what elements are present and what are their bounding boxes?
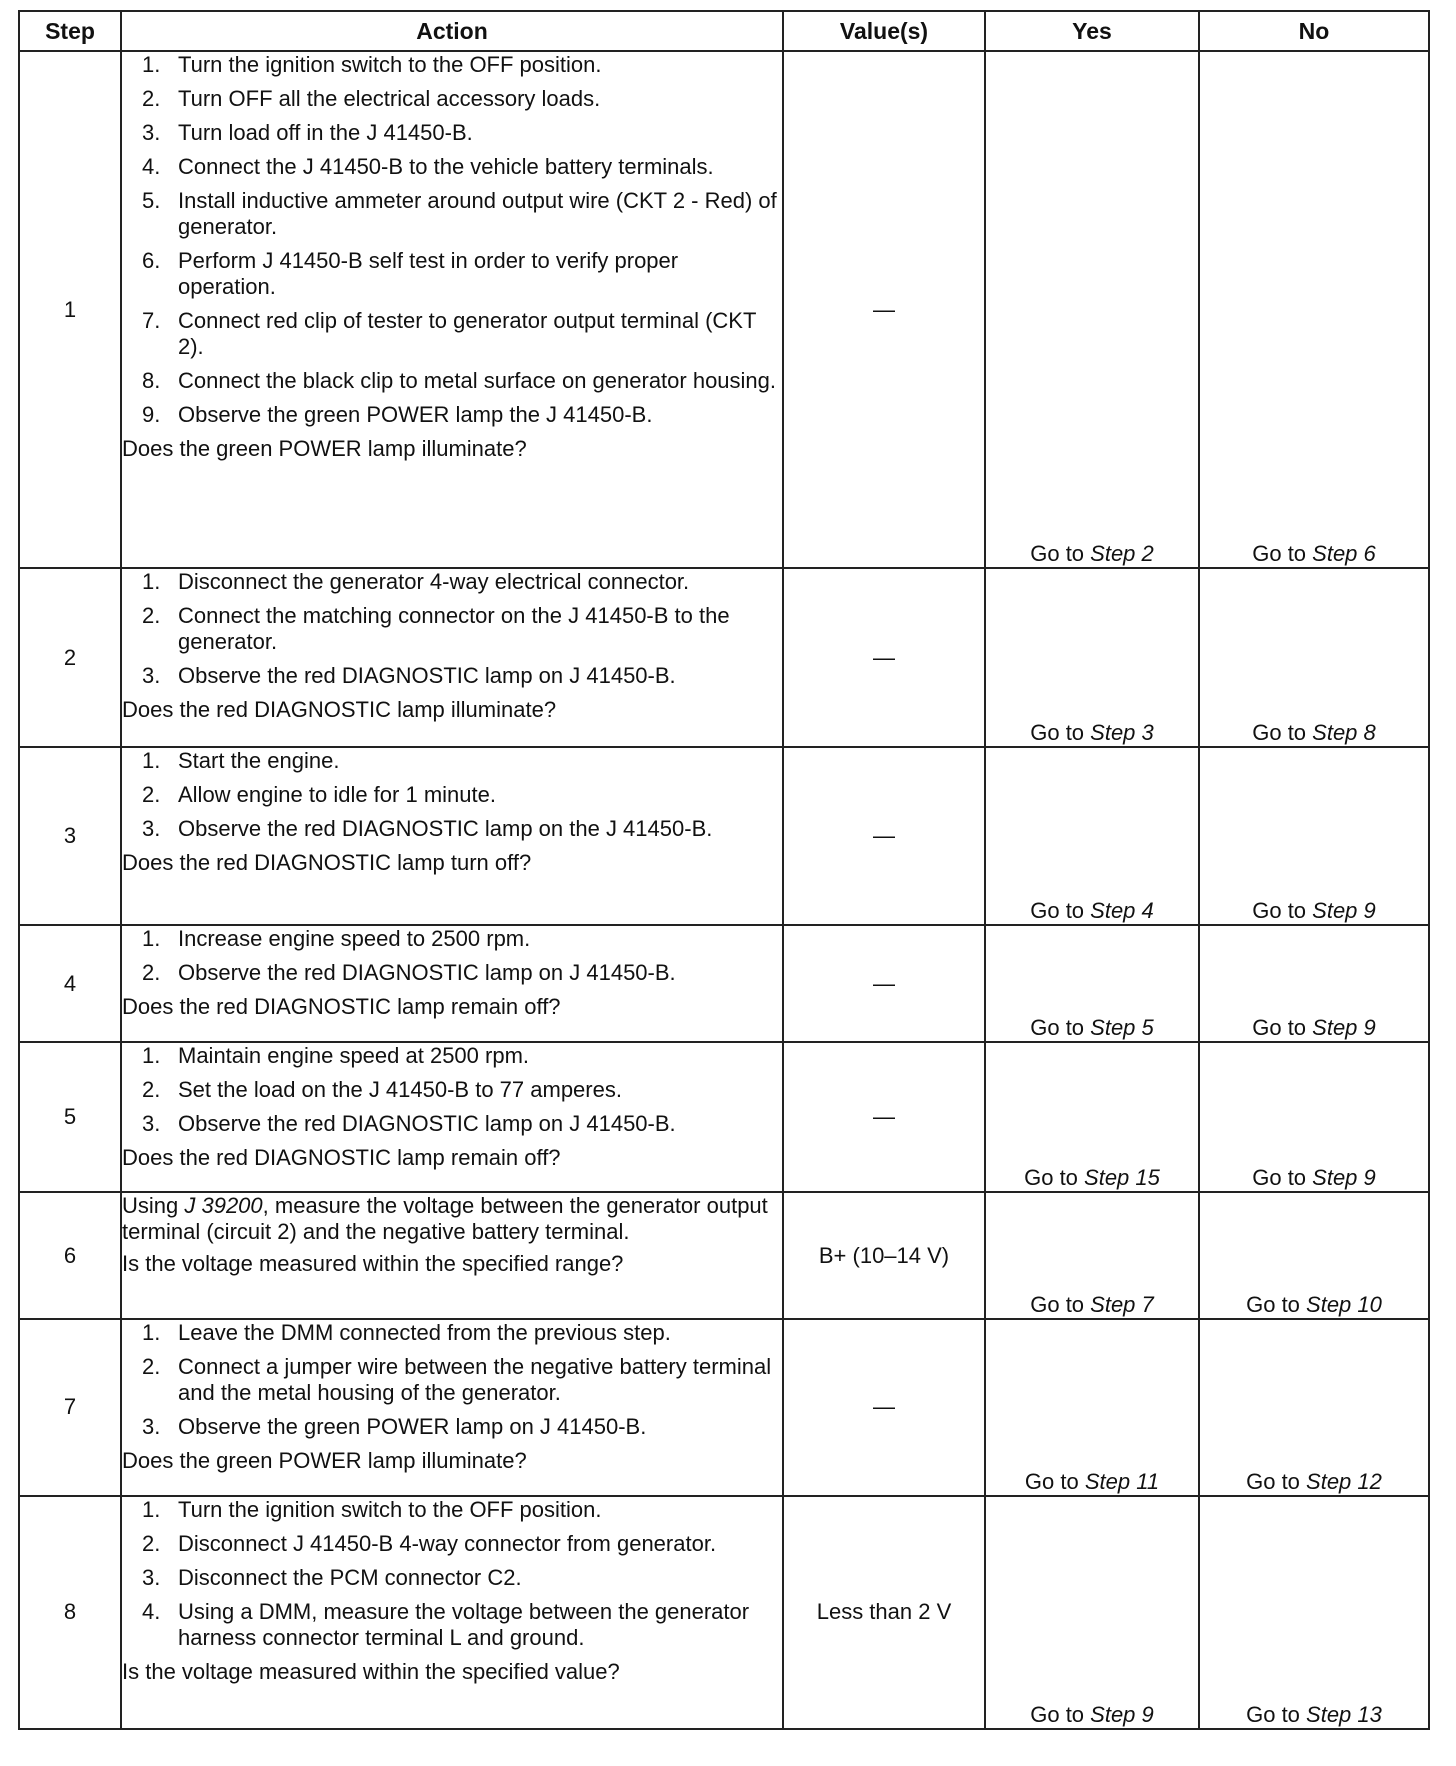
action-text-before: Using xyxy=(122,1192,185,1218)
header-row xyxy=(19,11,1429,51)
action-step xyxy=(122,86,782,112)
action-question: Does the red DIAGNOSTIC lamp remain off? xyxy=(122,994,561,1020)
action-step xyxy=(122,1565,782,1591)
action-step-text: Allow engine to idle for 1 minute. xyxy=(178,781,496,807)
action-step-text: Connect a jumper wire between the negative battery terminal and the metal housing of the generator. xyxy=(178,1354,772,1406)
go-to-label: Go to xyxy=(1030,1702,1091,1727)
header-action: Action xyxy=(121,11,783,51)
action-step-text: Connect red clip of tester to generator output terminal (CKT 2). xyxy=(178,308,756,359)
action-step-number: 3. xyxy=(142,1564,161,1590)
action-step-text: Start the engine. xyxy=(178,747,340,773)
yes-cell xyxy=(985,568,1199,746)
yes-cell xyxy=(985,1192,1199,1320)
no-cell xyxy=(1199,1319,1429,1495)
step-reference-link[interactable]: Step 6 xyxy=(1312,541,1376,567)
action-step-number: 3. xyxy=(142,663,161,689)
header-values: Value(s) xyxy=(783,11,985,51)
step-number: 5 xyxy=(19,1042,121,1192)
go-to-label: Go to xyxy=(1246,1292,1307,1318)
yes-cell xyxy=(985,51,1199,568)
action-step-number: 8. xyxy=(142,368,161,393)
action-step xyxy=(122,748,782,774)
action-step-number: 1. xyxy=(142,1496,161,1522)
action-step-number: 2. xyxy=(142,960,161,986)
go-to-label: Go to xyxy=(1030,898,1091,924)
action-steps-list xyxy=(122,1043,782,1137)
action-step-text: Observe the red DIAGNOSTIC lamp on the J 41450-B. xyxy=(178,815,713,841)
action-step xyxy=(122,154,782,180)
action-step xyxy=(122,663,782,689)
action-step xyxy=(122,1497,782,1523)
step-number: 1 xyxy=(19,51,121,568)
action-step-number: 7. xyxy=(142,308,161,333)
value-cell: — xyxy=(783,568,985,746)
action-step-number: 2. xyxy=(142,1354,161,1380)
go-to-label: Go to xyxy=(1030,1014,1091,1040)
value-cell: — xyxy=(783,925,985,1042)
action-step xyxy=(122,120,782,146)
action-step xyxy=(122,402,782,428)
value-cell: — xyxy=(783,1042,985,1192)
go-to-label: Go to xyxy=(1030,1292,1091,1318)
tool-name: J 39200 xyxy=(184,1192,263,1218)
action-step-number: 2. xyxy=(142,603,161,629)
action-step-text: Perform J 41450-B self test in order to verify proper operation. xyxy=(178,248,679,299)
action-step-number: 4. xyxy=(142,154,161,179)
action-steps-list xyxy=(122,1497,782,1651)
action-steps-list xyxy=(122,1320,782,1440)
action-step-number: 1. xyxy=(142,926,161,952)
action-step-text: Set the load on the J 41450-B to 77 amperes. xyxy=(178,1076,622,1102)
action-cell xyxy=(121,1192,783,1320)
table-row xyxy=(19,1192,1429,1320)
yes-cell xyxy=(985,747,1199,925)
action-steps-list xyxy=(122,569,782,689)
table-row xyxy=(19,1496,1429,1729)
action-step-number: 1. xyxy=(142,1042,161,1068)
table-row xyxy=(19,1042,1429,1192)
action-step-number: 1. xyxy=(142,52,161,77)
action-step-text: Connect the J 41450-B to the vehicle battery terminals. xyxy=(178,154,714,179)
table-row xyxy=(19,747,1429,925)
step-reference-link[interactable]: Step 9 xyxy=(1312,898,1376,924)
diagnostic-table xyxy=(18,10,1430,1730)
header-step: Step xyxy=(19,11,121,51)
action-step-number: 3. xyxy=(142,1110,161,1136)
action-step-number: 5. xyxy=(142,188,161,213)
value-cell: — xyxy=(783,747,985,925)
step-reference-link[interactable]: Step 10 xyxy=(1306,1292,1382,1318)
action-step-text: Observe the red DIAGNOSTIC lamp on J 41450-B. xyxy=(178,1110,676,1136)
go-to-label: Go to xyxy=(1252,1014,1313,1040)
no-cell xyxy=(1199,51,1429,568)
action-question: Does the red DIAGNOSTIC lamp turn off? xyxy=(122,849,532,875)
action-cell xyxy=(121,1319,783,1495)
action-step-text: Observe the green POWER lamp the J 41450-B. xyxy=(178,402,653,427)
action-step-text: Connect the black clip to metal surface on generator housing. xyxy=(178,368,777,393)
step-reference-link[interactable]: Step 9 xyxy=(1090,1702,1154,1727)
step-number: 7 xyxy=(19,1319,121,1495)
action-step xyxy=(122,1077,782,1103)
action-step xyxy=(122,816,782,842)
go-to-label: Go to xyxy=(1252,719,1313,745)
action-step xyxy=(122,1043,782,1069)
action-step-number: 9. xyxy=(142,402,161,427)
action-cell xyxy=(121,747,783,925)
action-step xyxy=(122,782,782,808)
action-step xyxy=(122,1354,782,1406)
action-question: Is the voltage measured within the specified value? xyxy=(122,1658,620,1684)
action-cell xyxy=(121,1496,783,1729)
no-cell xyxy=(1199,1042,1429,1192)
action-step xyxy=(122,52,782,78)
action-step-number: 4. xyxy=(142,1598,161,1624)
action-step-text: Install inductive ammeter around output wire (CKT 2 - Red) of generator. xyxy=(178,188,777,239)
step-reference-link[interactable]: Step 3 xyxy=(1090,719,1154,745)
action-text-after: , measure the voltage between the generator output terminal (circuit 2) and the negative battery terminal. xyxy=(122,1192,768,1244)
action-step-text: Observe the red DIAGNOSTIC lamp on J 41450-B. xyxy=(178,663,676,689)
action-step xyxy=(122,1531,782,1557)
action-step-number: 6. xyxy=(142,248,161,273)
no-cell xyxy=(1199,1192,1429,1320)
action-steps-list xyxy=(122,926,782,986)
action-step-number: 2. xyxy=(142,1076,161,1102)
action-step xyxy=(122,1320,782,1346)
action-step-text: Turn load off in the J 41450-B. xyxy=(178,120,473,145)
yes-cell xyxy=(985,925,1199,1042)
action-step-text: Disconnect J 41450-B 4-way connector from generator. xyxy=(178,1530,717,1556)
action-question: Does the green POWER lamp illuminate? xyxy=(122,1448,527,1474)
action-step xyxy=(122,1111,782,1137)
action-question: Does the red DIAGNOSTIC lamp illuminate? xyxy=(122,697,557,723)
action-question: Is the voltage measured within the specified range? xyxy=(122,1250,624,1276)
yes-cell xyxy=(985,1042,1199,1192)
action-question: Does the green POWER lamp illuminate? xyxy=(122,436,527,461)
action-step xyxy=(122,960,782,986)
action-step xyxy=(122,368,782,394)
action-step-text: Observe the green POWER lamp on J 41450-B. xyxy=(178,1414,647,1440)
action-cell xyxy=(121,1042,783,1192)
go-to-label: Go to xyxy=(1030,719,1091,745)
step-reference-link[interactable]: Step 5 xyxy=(1090,1014,1154,1040)
step-reference-link[interactable]: Step 11 xyxy=(1084,1468,1160,1494)
action-step-text: Connect the matching connector on the J 41450-B to the generator. xyxy=(178,603,730,655)
action-step-text: Disconnect the PCM connector C2. xyxy=(178,1564,522,1590)
action-step xyxy=(122,308,782,360)
go-to-label: Go to xyxy=(1030,541,1091,567)
value-cell: — xyxy=(783,51,985,568)
go-to-label: Go to xyxy=(1024,1164,1085,1190)
table-row xyxy=(19,925,1429,1042)
step-reference-link[interactable]: Step 9 xyxy=(1312,1014,1376,1040)
action-step-number: 1. xyxy=(142,569,161,595)
value-cell: B+ (10–14 V) xyxy=(783,1192,985,1320)
no-cell xyxy=(1199,1496,1429,1729)
action-step-number: 3. xyxy=(142,815,161,841)
action-text xyxy=(122,1193,782,1245)
action-cell xyxy=(121,925,783,1042)
step-number: 6 xyxy=(19,1192,121,1320)
action-step-number: 3. xyxy=(142,120,161,145)
action-step xyxy=(122,603,782,655)
action-step-number: 1. xyxy=(142,1320,161,1346)
step-number: 4 xyxy=(19,925,121,1042)
table-row xyxy=(19,568,1429,746)
go-to-label: Go to xyxy=(1252,541,1313,567)
no-cell xyxy=(1199,568,1429,746)
go-to-label: Go to xyxy=(1246,1468,1307,1494)
yes-cell xyxy=(985,1496,1199,1729)
action-step xyxy=(122,1414,782,1440)
step-reference-link[interactable]: Step 4 xyxy=(1090,898,1154,924)
action-step-text: Observe the red DIAGNOSTIC lamp on J 41450-B. xyxy=(178,960,676,986)
step-reference-link[interactable]: Step 9 xyxy=(1312,1164,1376,1190)
action-step-text: Turn the ignition switch to the OFF position. xyxy=(178,52,602,77)
action-step xyxy=(122,188,782,240)
action-step-text: Maintain engine speed at 2500 rpm. xyxy=(178,1042,530,1068)
step-number: 3 xyxy=(19,747,121,925)
action-step-number: 2. xyxy=(142,86,161,111)
action-step-number: 2. xyxy=(142,1530,161,1556)
action-question: Does the red DIAGNOSTIC lamp remain off? xyxy=(122,1144,561,1170)
action-step-text: Turn OFF all the electrical accessory loads. xyxy=(178,86,601,111)
no-cell xyxy=(1199,925,1429,1042)
step-number: 8 xyxy=(19,1496,121,1729)
action-step xyxy=(122,248,782,300)
go-to-label: Go to xyxy=(1246,1702,1307,1727)
action-steps-list xyxy=(122,52,782,428)
action-cell xyxy=(121,51,783,568)
step-reference-link[interactable]: Step 15 xyxy=(1084,1164,1160,1190)
no-cell xyxy=(1199,747,1429,925)
table-row xyxy=(19,1319,1429,1495)
action-step-number: 3. xyxy=(142,1414,161,1440)
action-step-text: Using a DMM, measure the voltage between the generator harness connector terminal L and ground. xyxy=(178,1598,750,1650)
step-reference-link[interactable]: Step 12 xyxy=(1306,1468,1382,1494)
action-steps-list xyxy=(122,748,782,842)
value-cell: — xyxy=(783,1319,985,1495)
go-to-label: Go to xyxy=(1252,1164,1313,1190)
action-step xyxy=(122,1599,782,1651)
action-cell xyxy=(121,568,783,746)
action-step-number: 2. xyxy=(142,781,161,807)
action-step-text: Turn the ignition switch to the OFF position. xyxy=(178,1496,602,1522)
go-to-label: Go to xyxy=(1024,1468,1085,1494)
step-reference-link[interactable]: Step 2 xyxy=(1090,541,1154,567)
action-step xyxy=(122,569,782,595)
header-no: No xyxy=(1199,11,1429,51)
header-yes: Yes xyxy=(985,11,1199,51)
action-step xyxy=(122,926,782,952)
table-row xyxy=(19,51,1429,568)
action-step-text: Leave the DMM connected from the previous step. xyxy=(178,1320,671,1346)
value-cell: Less than 2 V xyxy=(783,1496,985,1729)
step-reference-link[interactable]: Step 8 xyxy=(1312,719,1376,745)
yes-cell xyxy=(985,1319,1199,1495)
action-step-number: 1. xyxy=(142,747,161,773)
step-reference-link[interactable]: Step 13 xyxy=(1306,1702,1382,1727)
action-step-text: Increase engine speed to 2500 rpm. xyxy=(178,926,531,952)
step-number: 2 xyxy=(19,568,121,746)
step-reference-link[interactable]: Step 7 xyxy=(1090,1292,1154,1318)
go-to-label: Go to xyxy=(1252,898,1313,924)
action-step-text: Disconnect the generator 4-way electrical connector. xyxy=(178,569,690,595)
